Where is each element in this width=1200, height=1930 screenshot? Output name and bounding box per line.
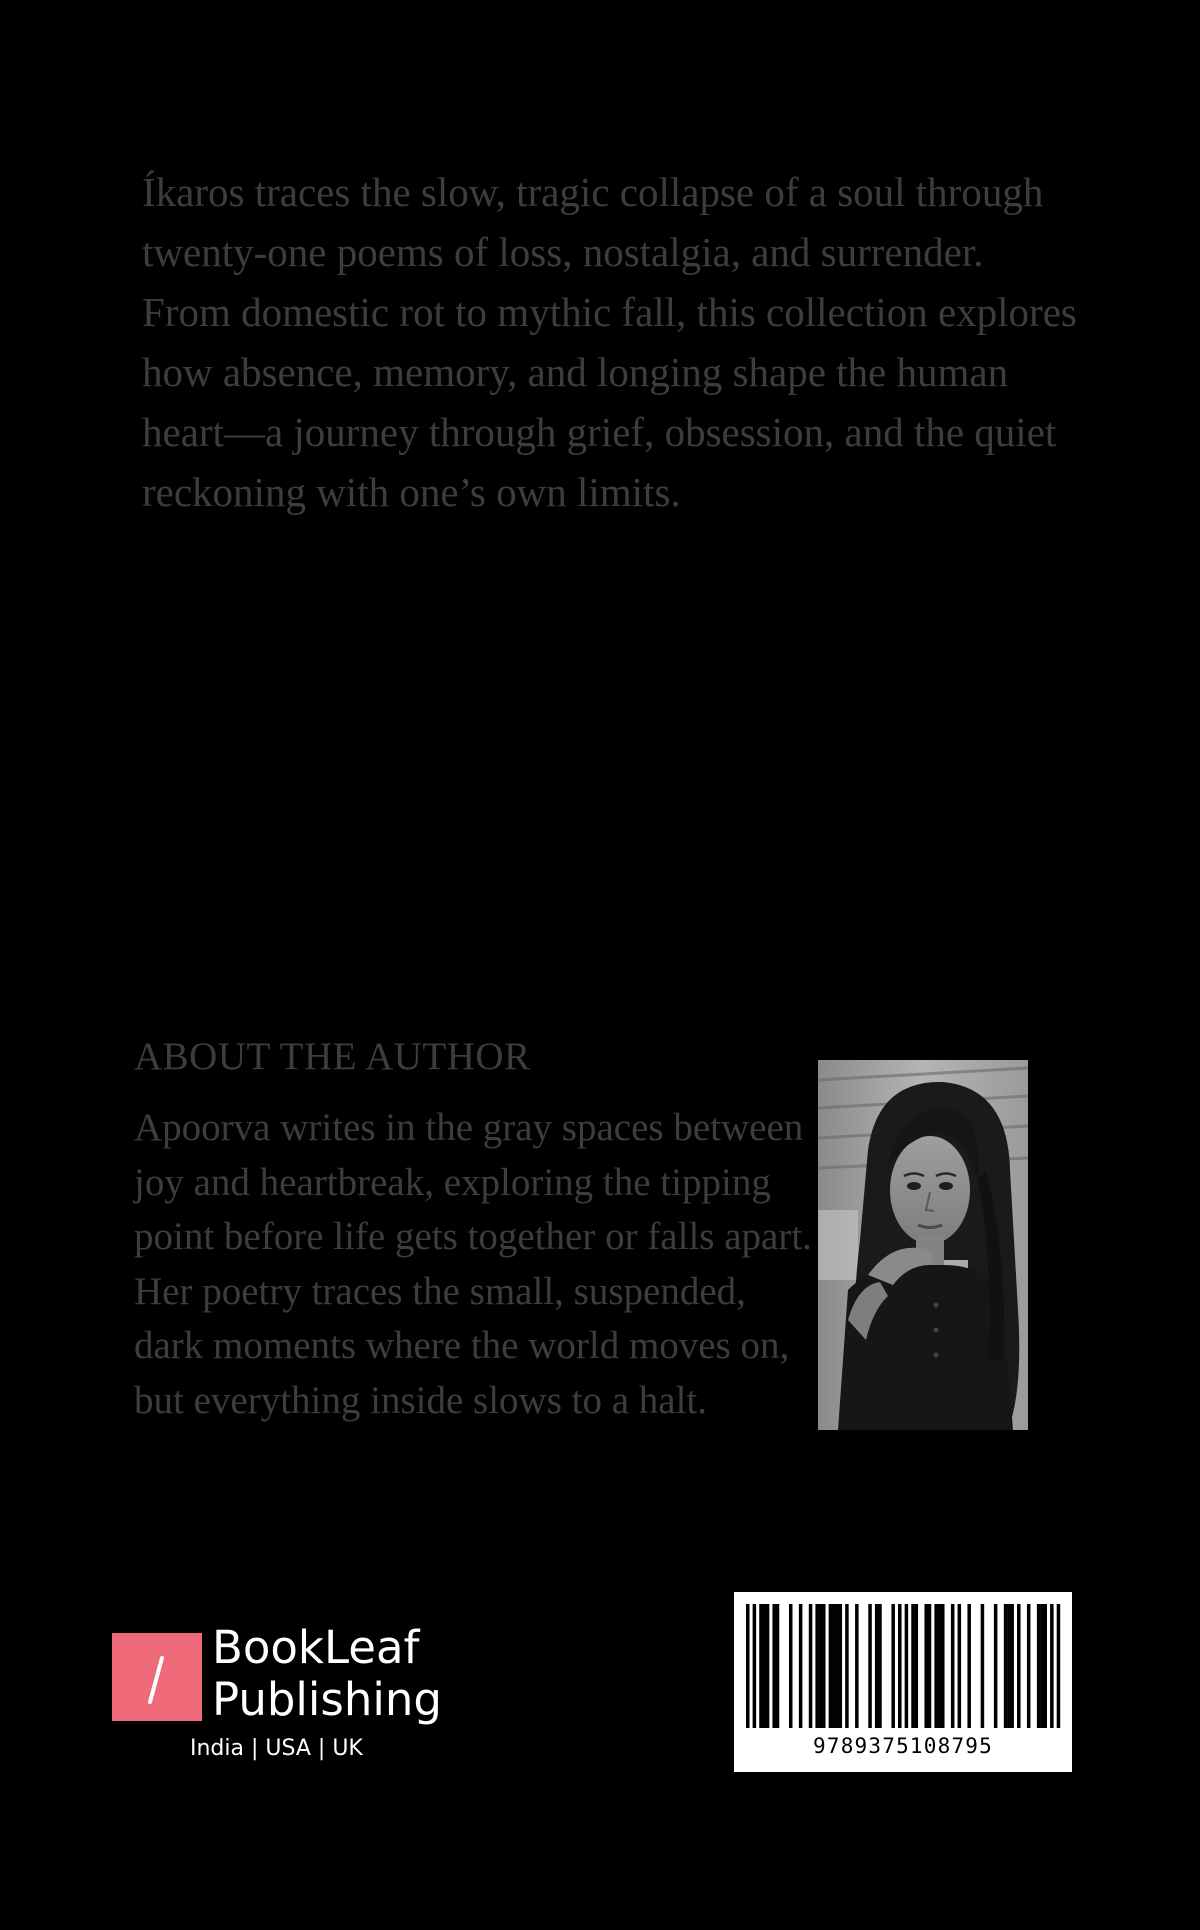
barcode-bar xyxy=(958,1604,962,1728)
barcode-bar xyxy=(799,1604,803,1728)
barcode-bar xyxy=(776,1604,780,1728)
slash-icon xyxy=(112,1630,202,1718)
publisher-regions: India | USA | UK xyxy=(190,1736,363,1761)
barcode-bar xyxy=(1040,1604,1044,1728)
barcode-bar xyxy=(839,1604,843,1728)
barcode-bar xyxy=(1043,1604,1047,1728)
barcode-bar xyxy=(789,1604,793,1728)
barcode-bar xyxy=(753,1604,757,1728)
barcode-bar xyxy=(855,1604,859,1728)
barcode-bars xyxy=(734,1592,1072,1734)
barcode-bar xyxy=(759,1604,763,1728)
barcode-bar xyxy=(878,1604,882,1728)
barcode-bar xyxy=(815,1604,819,1728)
barcode-bar xyxy=(766,1604,770,1728)
book-blurb: Íkaros traces the slow, tragic collapse of a soul through twenty-one poems of loss, nostalgia, and surrender. From domestic rot to mythic fall, this collection explores how absence, memory, and longing shape the human heart—a journey through grief, obsession, and the quiet reckoning with one’s own limits. xyxy=(142,169,1077,515)
barcode-bar xyxy=(746,1604,750,1728)
barcode-bar xyxy=(832,1604,836,1728)
publisher-name-line2: Publishing xyxy=(212,1673,442,1726)
author-photo xyxy=(818,1060,1028,1430)
barcode-bar xyxy=(915,1604,919,1728)
barcode-bar xyxy=(1057,1604,1061,1728)
barcode-bar xyxy=(845,1604,849,1728)
barcode-bar xyxy=(1027,1604,1031,1728)
barcode-bar xyxy=(994,1604,998,1728)
publisher-name-line1: BookLeaf xyxy=(212,1621,420,1674)
barcode-bar xyxy=(905,1604,909,1728)
barcode-bar xyxy=(967,1604,971,1728)
barcode-bar xyxy=(938,1604,942,1728)
barcode-bar xyxy=(891,1604,895,1728)
barcode-bar xyxy=(981,1604,985,1728)
barcode-bar xyxy=(1037,1604,1041,1728)
barcode-bar xyxy=(1017,1604,1021,1728)
barcode-bar xyxy=(941,1604,945,1728)
barcode-bar xyxy=(875,1604,879,1728)
barcode-bar xyxy=(898,1604,902,1728)
barcode-bar xyxy=(835,1604,839,1728)
isbn-number: 9789375108795 xyxy=(813,1734,993,1758)
barcode-bar xyxy=(772,1604,776,1728)
barcode-bar xyxy=(928,1604,932,1728)
barcode-bar xyxy=(934,1604,938,1728)
barcode-bar xyxy=(822,1604,826,1728)
author-bio: Apoorva writes in the gray spaces between joy and heartbreak, exploring the tipping point before life gets together or falls apart. Her poetry traces the small, suspended, dark moments where the world moves on, but everything inside slows to a halt. xyxy=(134,1106,812,1422)
barcode-bar xyxy=(819,1604,823,1728)
barcode-bar xyxy=(763,1604,767,1728)
barcode-bar xyxy=(1010,1604,1014,1728)
barcode-bar xyxy=(911,1604,915,1728)
barcode-bar xyxy=(868,1604,872,1728)
about-author-heading: ABOUT THE AUTHOR xyxy=(134,1035,531,1078)
publisher-logo xyxy=(112,1621,442,1770)
publisher-name xyxy=(212,1622,442,1726)
barcode-bar xyxy=(1007,1604,1011,1728)
barcode-bar xyxy=(1004,1604,1008,1728)
barcode-bar xyxy=(1050,1604,1054,1728)
barcode-bar xyxy=(829,1604,833,1728)
barcode-bar xyxy=(924,1604,928,1728)
isbn-barcode xyxy=(734,1592,1072,1772)
barcode-bar xyxy=(951,1604,955,1728)
barcode-bar xyxy=(809,1604,813,1728)
